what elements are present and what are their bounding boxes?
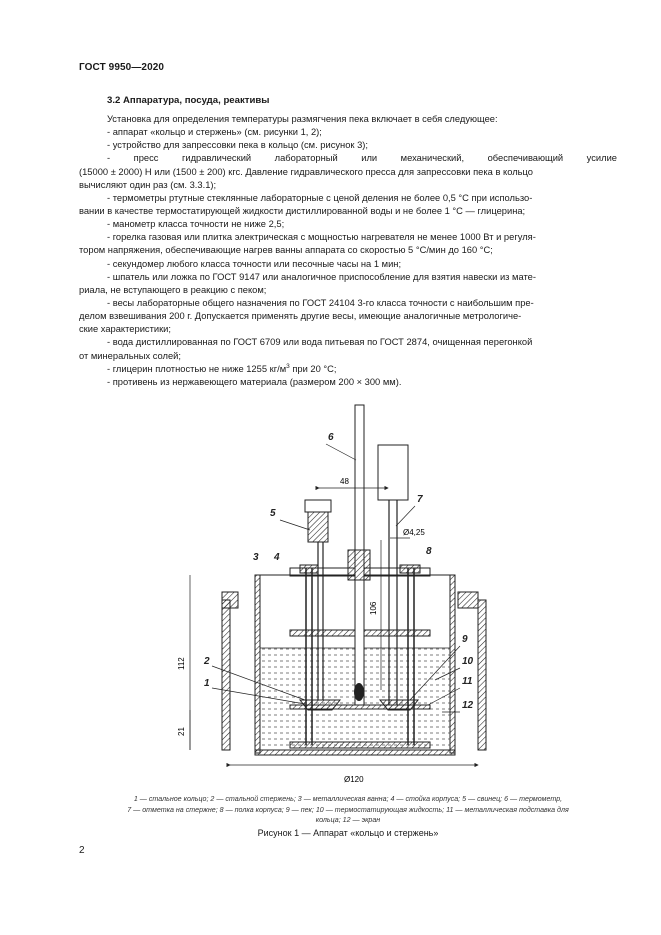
callout-2: 2 [204, 656, 210, 667]
figure-title: Рисунок 1 — Аппарат «кольцо и стержень» [257, 828, 439, 838]
callout-5: 5 [270, 508, 276, 519]
list-item-continued: (15000 ± 2000) Н или (1500 ± 200) кгс. Давление гидравлического пресса для запрессовки пека в кольцо [79, 166, 533, 177]
list-item-continued: от минеральных солей; [79, 350, 181, 361]
figure-legend [79, 794, 617, 826]
dim-21: 21 [177, 727, 186, 736]
dim-106: 106 [369, 601, 378, 615]
list-item-continued: риала, не вступающего в реакцию с пеком; [79, 284, 267, 295]
callout-1: 1 [204, 678, 210, 689]
dim-48: 48 [340, 477, 349, 486]
callout-11: 11 [462, 676, 473, 687]
document-header: ГОСТ 9950—2020 [79, 62, 165, 73]
list-item: - весы лабораторные общего назначения по ГОСТ 24104 3-го класса точности с наибольшим пре- [107, 297, 534, 308]
legend-line: 7 — отметка на стержне; 8 — полка корпуса; 9 — пек; 10 — термостатирующая жидкость; 11 — металлическая подставка для [127, 805, 569, 814]
figure-ring-and-rod-apparatus [160, 400, 510, 792]
body-text [79, 113, 617, 389]
dim-120: Ø120 [344, 775, 364, 784]
callout-3: 3 [253, 552, 259, 563]
list-item-continued: вании в качестве термостатирующей жидкости дистиллированной воды и не более 1 °С — глицерина; [79, 205, 526, 216]
list-item: - горелка газовая или плитка электрическая с мощностью нагревателя не менее 1000 Вт и регуля- [107, 232, 536, 243]
list-item-continued: делом взвешивания 200 г. Допускается применять другие весы, имеющие аналогичные метрологиче- [79, 311, 522, 322]
callout-9: 9 [462, 634, 468, 645]
glycerin-text: - глицерин плотностью не ниже 1255 кг/м [107, 363, 287, 374]
paragraph-line: Установка для определения температуры размягчения пека включает в себя следующее: [107, 114, 498, 124]
list-item: - пресс гидравлический лабораторный или механический, обеспечивающий усилие [107, 153, 617, 164]
callout-10: 10 [462, 656, 474, 667]
legend-line: кольца; 12 — экран [315, 816, 381, 824]
callout-8: 8 [426, 546, 432, 557]
list-item [79, 363, 617, 376]
superscript: 3 [286, 362, 290, 370]
list-item: - шпатель или ложка по ГОСТ 9147 или аналогичное приспособление для взятия навески из мате- [107, 271, 536, 282]
list-item: - устройство для запрессовки пека в кольцо (см. рисунок 3); [107, 140, 368, 151]
list-item: - термометры ртутные стеклянные лабораторные с ценой деления не более 0,5 °С при использо- [107, 192, 533, 203]
legend-line: 1 — стальное кольцо; 2 — стальной стержень; 3 — металлическая ванна; 4 — стойка корпуса; 5 — свинец; 6 — термометр, [133, 795, 563, 803]
list-item-continued: ские характеристики; [79, 324, 171, 335]
callout-12: 12 [462, 700, 474, 711]
list-item: - секундомер любого класса точности или песочные часы на 1 мин; [107, 258, 402, 269]
list-item: - вода дистиллированная по ГОСТ 6709 или вода питьевая по ГОСТ 2874, очищенная перегонкой [107, 337, 533, 348]
list-item: - аппарат «кольцо и стержень» (см. рисунки 1, 2); [107, 127, 322, 138]
callout-6: 6 [328, 432, 334, 443]
dim-4-25: Ø4,25 [403, 528, 425, 537]
dim-112: 112 [177, 657, 186, 670]
section-heading: 3.2 Аппаратура, посуда, реактивы [107, 95, 270, 106]
list-item: - противень из нержавеющего материала (размером 200 × 300 мм). [107, 376, 402, 387]
list-item: - манометр класса точности не ниже 2,5; [107, 219, 285, 230]
glycerin-text-end: при 20 °С; [289, 363, 337, 374]
list-item-continued: тором напряжения, обеспечивающие нагрев ванны аппарата со скоростью 5 °С/мин до 160 °С; [79, 245, 493, 256]
list-item-continued: вычисляют один раз (см. 3.3.1); [79, 179, 217, 190]
callout-4: 4 [274, 552, 280, 563]
page-number: 2 [79, 845, 85, 856]
callout-7: 7 [417, 494, 423, 505]
